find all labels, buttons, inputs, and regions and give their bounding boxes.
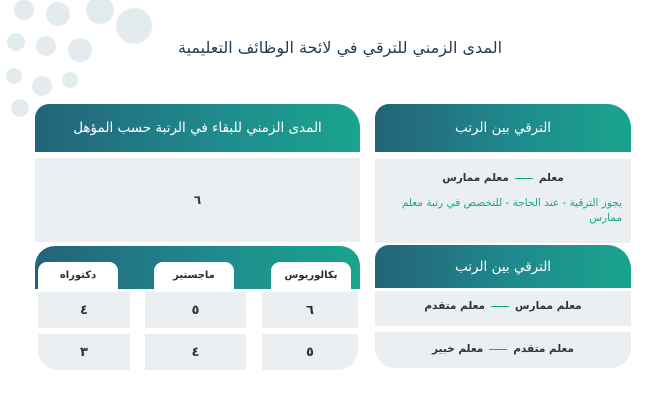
cell-master-row1: ٥ <box>191 302 200 318</box>
card-header-1-label: الترقي بين الرتب <box>454 120 552 136</box>
card-header-2-label: الترقي بين الرتب <box>454 258 552 275</box>
cell-master-row2: ٤ <box>191 344 200 360</box>
column-doctorate: دكتوراه <box>38 262 118 289</box>
dash-separator <box>515 178 533 179</box>
dash-separator <box>489 349 507 350</box>
card-header-2 <box>375 245 631 288</box>
rank-pair-1 <box>375 172 631 184</box>
left-card-header-label: المدى الزمني للبقاء في الرتبة حسب المؤهل <box>73 120 322 136</box>
rank-from: معلم ممارس <box>442 172 509 184</box>
cell-doctorate-row1: ٤ <box>80 302 88 318</box>
rank-to: معلم ممارس <box>515 300 582 312</box>
dash-separator <box>491 306 509 307</box>
page-title: المدى الزمني للترقي في لائحة الوظائف التعليمية <box>177 38 503 57</box>
column-bachelor: بكالوريوس <box>271 262 351 289</box>
top-value: ٦ <box>193 193 202 207</box>
card-header-1 <box>375 104 631 152</box>
rank-to: معلم <box>538 172 564 184</box>
rank-pair-3 <box>375 343 631 355</box>
card-note: يجوز الترقية - عند الحاجة - للتخصص في رتبة معلم ممارس <box>401 197 622 224</box>
cell-bachelor-row2: ٥ <box>306 344 314 360</box>
column-master: ماجستير <box>154 262 234 289</box>
rank-pair-2 <box>375 300 631 312</box>
rank-from: معلم متقدم <box>424 300 486 312</box>
cell-doctorate-row2: ٣ <box>80 344 88 360</box>
cell-bachelor-row1: ٦ <box>306 302 314 318</box>
left-card-header <box>35 104 360 152</box>
rank-to: معلم متقدم <box>513 343 574 355</box>
rank-from: معلم خبير <box>432 343 484 355</box>
